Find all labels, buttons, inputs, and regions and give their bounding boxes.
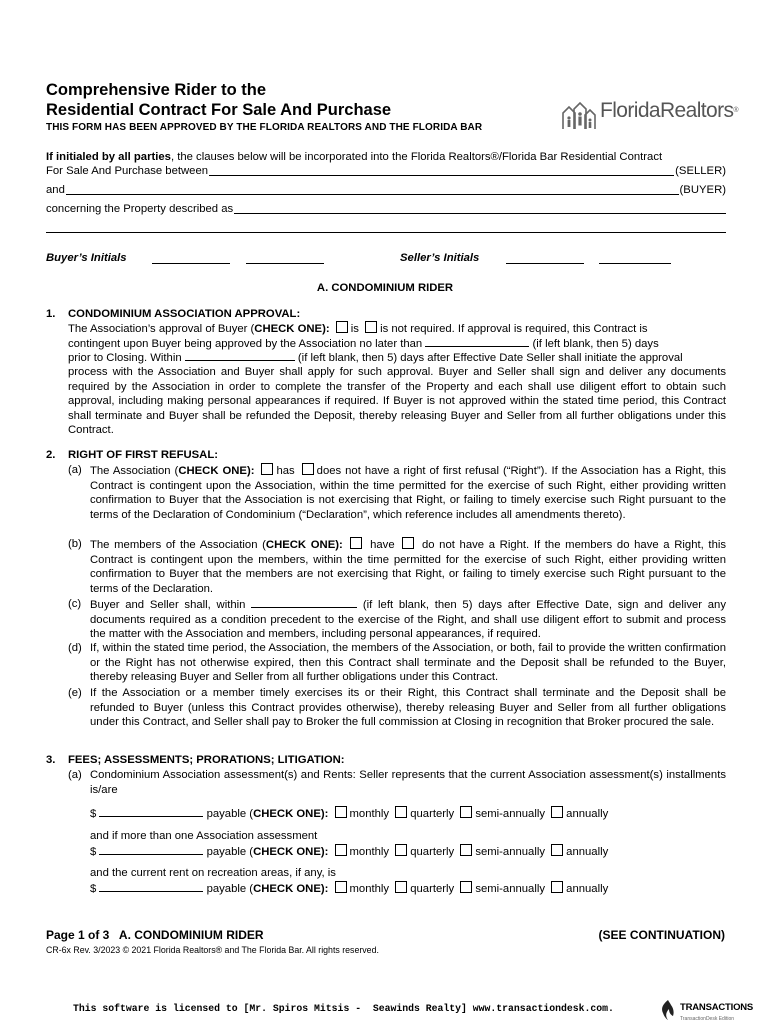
sec1-is-not-label: is not required. If approval is required, this Contract is [380, 323, 648, 335]
sec2d-text: If, within the stated time period, the Association, the members of the Association, or both, fail to provide the written confirmation or the Right has not otherwise expired, then this Contract shall terminate and the Deposit shall be refunded to the Buyer, thereby releasing Buyer and Seller from all further obligations under this Contract. [90, 642, 726, 684]
sec2c-text: (if left blank, then 5) days after Effective Date, sign and deliver any documents required as a condition precedent to the exercise of the Right, and shall use diligent effort to submit and process the matter with the Association and members, including personal appearances, if required. [90, 599, 726, 641]
form-title [46, 80, 391, 120]
payable-label-2: payable ( [206, 846, 254, 858]
section-2c [68, 597, 726, 642]
page-number: Page 1 of 3 A. CONDOMINIUM RIDER [46, 928, 264, 942]
section-3-number: 3. [46, 754, 56, 766]
sec2a-text: does not have a right of first refusal (“Right”). If the Association has a Right, this Contract is contingent upon the Association, within the time permitted for the exercise of such Right, either providing written confirmation to Buyer that the Association is not exercising that Right, or failing to timely exercise such Right pursuant to the terms of the Declaration of Condominium (“Declaration”, which reference includes all amendments thereto). [90, 465, 727, 521]
assessment-row-3 [90, 881, 608, 897]
sec2a-pre: The Association ( [90, 465, 179, 477]
dollar-sign-1: $ [90, 808, 97, 820]
assessment-2-monthly-checkbox[interactable] [335, 844, 347, 856]
sec2c-pre: Buyer and Seller shall, within [90, 599, 246, 611]
recreation-monthly-checkbox[interactable] [335, 881, 347, 893]
section-2a [68, 463, 726, 522]
section-1-number: 1. [46, 308, 56, 320]
members-do-not-have-checkbox[interactable] [402, 537, 414, 549]
section-1-line-1 [68, 321, 726, 337]
recreation-rent-amount-field[interactable] [99, 881, 203, 892]
seller-initials-label: Seller’s Initials [400, 252, 480, 264]
license-notice: This software is licensed to [Mr. Spiros Mitsis - Seawinds Realty] www.transactiondesk.com. [73, 1003, 614, 1014]
sec1-text-l3b: (if left blank, then 5) days after Effective Date Seller shall initiate the approval [297, 352, 683, 364]
quarterly-label-3: quarterly [410, 883, 455, 895]
rofr-does-not-have-checkbox[interactable] [302, 463, 314, 475]
transactions-logo [658, 999, 758, 1021]
payable-label-1: payable ( [206, 808, 254, 820]
annually-label-2: annually [566, 846, 609, 858]
section-title: A. CONDOMINIUM RIDER [316, 282, 454, 294]
buyer-initials-label: Buyer’s Initials [46, 252, 127, 264]
buyer-name-field[interactable] [66, 183, 679, 195]
sec1-is-label: is [350, 323, 359, 335]
sec2b-label: (b) [68, 538, 82, 550]
seller-initials-field-1[interactable] [506, 263, 584, 264]
assessment-1-quarterly-checkbox[interactable] [395, 806, 407, 818]
check-one-2: CHECK ONE): [253, 846, 329, 858]
semi-label-3: semi-annually [475, 883, 546, 895]
see-continuation: (SEE CONTINUATION) [598, 928, 725, 942]
intro-line-3 [46, 183, 726, 198]
initials-row [46, 251, 726, 267]
intro-initialed-bold: If initialed by all parties [46, 151, 171, 163]
property-description-field[interactable] [234, 202, 726, 214]
sec2a-check-one: CHECK ONE): [178, 465, 255, 477]
check-one-3: CHECK ONE): [253, 883, 329, 895]
property-description-field-2[interactable] [46, 232, 726, 233]
seller-label: (SELLER) [675, 165, 726, 177]
approval-deadline-field[interactable] [425, 336, 529, 347]
recreation-label: and the current rent on recreation areas, if any, is [90, 867, 336, 879]
sec3a-text: Condominium Association assessment(s) and Rents: Seller represents that the current Association assessment(s) installments is/are [90, 769, 726, 796]
annually-label-1: annually [566, 808, 609, 820]
logo-text: FloridaRealtors [600, 99, 734, 122]
monthly-label-3: monthly [349, 883, 390, 895]
logo-registered-mark: ® [733, 107, 738, 114]
sec2e-label: (e) [68, 687, 82, 699]
section-2e [68, 686, 726, 730]
intro-line-1 [46, 150, 726, 165]
sec2b-text: do not have a Right. If the members do have a Right, this Contract is contingent upon the members, within the time permitted for the exercise of such Right, either providing written confirmation to Buyer that the members are not exercising that Right, or failing to timely exercise such Right pursuant to the terms of the Declaration. [90, 539, 727, 595]
revision-copyright: CR-6x Rev. 3/2023 © 2021 Florida Realtors® and The Florida Bar. All rights reserved. [46, 945, 379, 955]
intro-line-4 [46, 202, 726, 217]
title-line-2: Residential Contract For Sale And Purchase [46, 101, 392, 119]
transactions-wordmark: TRANSACTIONS [680, 1002, 754, 1013]
approval-notice: THIS FORM HAS BEEN APPROVED BY THE FLORIDA REALTORS AND THE FLORIDA BAR [46, 122, 483, 133]
title-line-1: Comprehensive Rider to the [46, 81, 267, 99]
approval-is-checkbox[interactable] [336, 321, 348, 333]
transactions-tagline: TransactionDesk Edition [680, 1016, 735, 1022]
rofr-has-checkbox[interactable] [261, 463, 273, 475]
annually-label-3: annually [566, 883, 609, 895]
sec2a-label: (a) [68, 464, 82, 476]
sec1-text-l3a: prior to Closing. Within [68, 352, 182, 364]
payable-label-3: payable ( [206, 883, 254, 895]
assessment-row-2 [90, 844, 608, 860]
sec1-check-one: CHECK ONE): [254, 323, 330, 335]
semi-label-1: semi-annually [475, 808, 546, 820]
section-3a [68, 768, 726, 797]
check-one-1: CHECK ONE): [253, 808, 329, 820]
sec2e-text: If the Association or a member timely exercises its or their Right, this Contract shall terminate and the Deposit shall be refunded to Buyer (unless this Contract provides otherwise), thereby releasing Buyer and Seller from all further obligations under this Contract, and Seller shall pay to Broker the full commission at Closing in recognition that Broker procured the sale. [90, 687, 726, 729]
intro-line-2 [46, 164, 726, 179]
quarterly-label-2: quarterly [410, 846, 455, 858]
section-1-line-3 [68, 350, 726, 366]
sec2a-has-label: has [276, 465, 295, 477]
assessment-2-annual-checkbox[interactable] [551, 844, 563, 856]
section-3-heading: FEES; ASSESSMENTS; PRORATIONS; LITIGATION: [68, 754, 345, 766]
semi-label-2: semi-annually [475, 846, 546, 858]
assessment-1-monthly-checkbox[interactable] [335, 806, 347, 818]
sec1-text-l2a: contingent upon Buyer being approved by the Association no later than [68, 338, 423, 350]
property-label: concerning the Property described as [46, 203, 234, 215]
sec1-text-l2b: (if left blank, then 5) days [532, 338, 659, 350]
recreation-quarterly-checkbox[interactable] [395, 881, 407, 893]
buyer-initials-field-1[interactable] [152, 263, 230, 264]
approval-is-not-checkbox[interactable] [365, 321, 377, 333]
assessment-2-semiannual-checkbox[interactable] [460, 844, 472, 856]
sec2c-label: (c) [68, 598, 82, 610]
rofr-days-field[interactable] [251, 597, 357, 608]
intro-between-label: For Sale And Purchase between [46, 165, 209, 177]
intro-and-label: and [46, 184, 65, 196]
approval-initiate-days-field[interactable] [185, 350, 295, 361]
dollar-sign-3: $ [90, 883, 97, 895]
houses-icon [560, 99, 598, 131]
sec3a-label: (a) [68, 769, 82, 781]
monthly-label-1: monthly [349, 808, 390, 820]
sec2b-pre: The members of the Association ( [90, 539, 266, 551]
recreation-annual-checkbox[interactable] [551, 881, 563, 893]
assessment-2-quarterly-checkbox[interactable] [395, 844, 407, 856]
section-2-number: 2. [46, 449, 56, 461]
section-1-body: process with the Association and Buyer shall apply for such approval. Buyer and Seller shall sign and deliver any documents required by the Association in order to complete the transfer of the Property and each shall use diligent effort to obtain such approval, including making personal appearances if required. If Buyer is not approved within the stated time period, this Contract shall terminate and Buyer shall be refunded the Deposit, thereby releasing Buyer and Seller from all further obligations under this Contract. [68, 366, 726, 437]
intro-initialed-rest: , the clauses below will be incorporated into the Florida Realtors®/Florida Bar Residential Contract [170, 151, 663, 163]
assessment-amount-1-field[interactable] [99, 806, 203, 817]
recreation-semiannual-checkbox[interactable] [460, 881, 472, 893]
section-2-heading: RIGHT OF FIRST REFUSAL: [68, 449, 218, 461]
quarterly-label-1: quarterly [410, 808, 455, 820]
dollar-sign-2: $ [90, 846, 97, 858]
sec2d-label: (d) [68, 642, 82, 654]
section-1-heading: CONDOMINIUM ASSOCIATION APPROVAL: [68, 308, 301, 320]
seller-initials-field-2[interactable] [599, 263, 671, 264]
more-than-one-label: and if more than one Association assessment [90, 830, 318, 842]
assessment-1-annual-checkbox[interactable] [551, 806, 563, 818]
logo-wordmark [600, 99, 738, 122]
assessment-1-semiannual-checkbox[interactable] [460, 806, 472, 818]
assessment-row-1 [90, 806, 608, 822]
transactions-flame-icon [658, 999, 678, 1021]
members-have-checkbox[interactable] [350, 537, 362, 549]
buyer-initials-field-2[interactable] [246, 263, 324, 264]
buyer-label: (BUYER) [679, 184, 726, 196]
sec2b-have-label: have [370, 539, 395, 551]
florida-realtors-logo [560, 99, 738, 135]
section-2d [68, 641, 726, 685]
seller-name-field[interactable] [209, 164, 674, 176]
section-2b [68, 537, 726, 596]
monthly-label-2: monthly [349, 846, 390, 858]
sec2b-check-one: CHECK ONE): [265, 539, 343, 551]
assessment-amount-2-field[interactable] [99, 844, 203, 855]
sec1-text-a: The Association’s approval of Buyer ( [68, 323, 255, 335]
